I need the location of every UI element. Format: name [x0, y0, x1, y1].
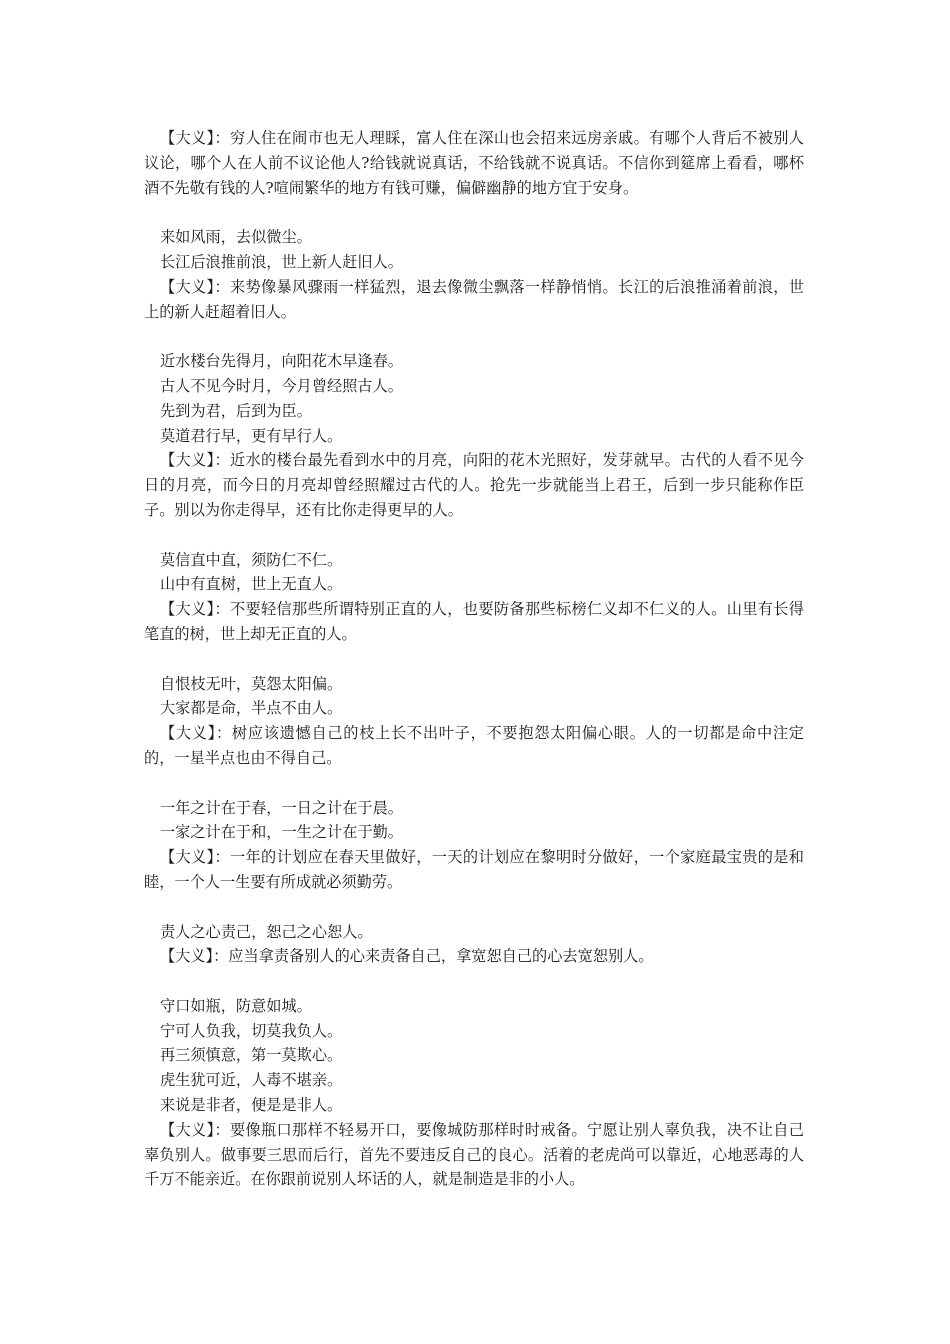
- explanation-paragraph: 【大义】：穷人住在闹市也无人理睬，富人住在深山也会招来远房亲戚。有哪个人背后不被别人议论，哪个人在人前不议论他人?给钱就说真话，不给钱就不说真话。不信你到筵席上看看，哪杯酒不先敬有钱的人?喧闹繁华的地方有钱可赚，偏僻幽静的地方宜于安身。: [144, 129, 804, 197]
- verse-line: 古人不见今时月，今月曾经照古人。: [159, 376, 403, 395]
- verse-line: 宁可人负我，切莫我负人。: [159, 1021, 343, 1040]
- explanation-paragraph: 【大义】：来势像暴风骤雨一样猛烈，退去像微尘飘落一样静悄悄。长江的后浪推涌着前浪，世上的新人赶超着旧人。: [144, 277, 804, 321]
- verse-line: 责人之心责己，恕己之心恕人。: [159, 922, 373, 941]
- verse-line: 一年之计在于春，一日之计在于晨。: [159, 798, 403, 817]
- section-4: [144, 548, 804, 647]
- section-8: [144, 994, 804, 1192]
- section-2: [144, 225, 804, 324]
- verse-line: 山中有直树，世上无直人。: [159, 575, 343, 594]
- verse-line: 守口如瓶，防意如城。: [159, 996, 312, 1015]
- section-3: [144, 349, 804, 523]
- section-1: [144, 126, 804, 200]
- explanation-paragraph: 【大义】：应当拿责备别人的心来责备自己，拿宽恕自己的心去宽恕别人。: [159, 947, 654, 966]
- verse-line: 长江后浪推前浪，世上新人赶旧人。: [159, 252, 403, 271]
- section-7: [144, 920, 804, 970]
- verse-line: 自恨枝无叶，莫怨太阳偏。: [159, 674, 343, 693]
- verse-line: 近水楼台先得月，向阳花木早逢春。: [159, 352, 403, 371]
- verse-line: 来说是非者，便是是非人。: [159, 1096, 343, 1115]
- verse-line: 大家都是命，半点不由人。: [159, 699, 343, 718]
- verse-line: 莫道君行早，更有早行人。: [159, 426, 343, 445]
- explanation-paragraph: 【大义】：树应该遗憾自己的枝上长不出叶子，不要抱怨太阳偏心眼。人的一切都是命中注定的，一星半点也由不得自己。: [144, 724, 804, 767]
- verse-line: 一家之计在于和，一生之计在于勤。: [159, 823, 403, 842]
- verse-line: 先到为君，后到为臣。: [159, 401, 312, 420]
- verse-line: 再三须慎意，第一莫欺心。: [159, 1046, 343, 1065]
- verse-line: 来如风雨，去似微尘。: [159, 228, 312, 247]
- document-body: [144, 126, 804, 1217]
- explanation-paragraph: 【大义】：近水的楼台最先看到水中的月亮，向阳的花木光照好，发芽就早。古代的人看不见今日的月亮，而今日的月亮却曾经照耀过古代的人。抢先一步就能当上君王，后到一步只能称作臣子。别以为你走得早，还有比你走得更早的人。: [144, 451, 804, 519]
- verse-line: 莫信直中直，须防仁不仁。: [159, 550, 343, 569]
- section-5: [144, 672, 804, 771]
- explanation-paragraph: 【大义】：要像瓶口那样不轻易开口，要像城防那样时时戒备。宁愿让别人辜负我，决不让自己辜负别人。做事要三思而后行，首先不要违反自己的良心。活着的老虎尚可以靠近，心地恶毒的人千万不能亲近。在你跟前说别人坏话的人，就是制造是非的小人。: [144, 1120, 804, 1189]
- explanation-paragraph: 【大义】：不要轻信那些所谓特别正直的人，也要防备那些标榜仁义却不仁义的人。山里有长得笔直的树，世上却无正直的人。: [144, 600, 804, 643]
- explanation-paragraph: 【大义】：一年的计划应在春天里做好，一天的计划应在黎明时分做好，一个家庭最宝贵的是和睦，一个人一生要有所成就必须勤劳。: [144, 848, 804, 891]
- verse-line: 虎生犹可近，人毒不堪亲。: [159, 1071, 343, 1090]
- section-6: [144, 796, 804, 895]
